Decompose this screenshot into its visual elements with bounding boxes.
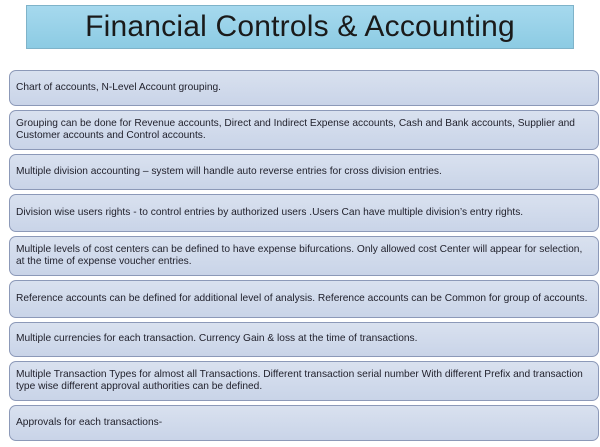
feature-item-grouping [9, 110, 599, 150]
feature-item-approvals [9, 405, 599, 441]
feature-item-transaction-types [9, 361, 599, 401]
feature-item-text: Approvals for each transactions- [16, 416, 163, 428]
feature-item-multiple-currencies [9, 322, 599, 357]
feature-item-text: Multiple Transaction Types for almost all Transactions. Different transaction serial number With different Prefix and transaction type wise different approval authorities can be defined. [16, 368, 583, 392]
feature-item-text: Chart of accounts, N-Level Account grouping. [16, 81, 221, 93]
feature-item-reference-accounts [9, 280, 599, 318]
feature-item-multiple-division [9, 154, 599, 190]
feature-item-text: Multiple division accounting – system will handle auto reverse entries for cross division entries. [16, 165, 442, 177]
slide-title: Financial Controls & Accounting [85, 10, 515, 43]
feature-item-text: Grouping can be done for Revenue accounts, Direct and Indirect Expense accounts, Cash and Bank accounts, Supplier and Customer accounts and Control accounts. [16, 117, 575, 141]
feature-item-cost-centers [9, 236, 599, 276]
feature-item-text: Division wise users rights - to control entries by authorized users .Users Can have multiple division’s entry rights. [16, 206, 524, 218]
feature-item-text: Multiple currencies for each transaction. Currency Gain & loss at the time of transactions. [16, 333, 418, 345]
slide-title-banner [26, 5, 574, 49]
feature-item-division-rights [9, 194, 599, 232]
feature-item-text: Reference accounts can be defined for additional level of analysis. Reference accounts can be Common for group of accounts. [16, 292, 588, 304]
feature-item-chart-of-accounts [9, 70, 599, 106]
feature-item-text: Multiple levels of cost centers can be defined to have expense bifurcations. Only allowed cost Center will appear for selection, at the time of expense voucher entries. [16, 243, 583, 267]
